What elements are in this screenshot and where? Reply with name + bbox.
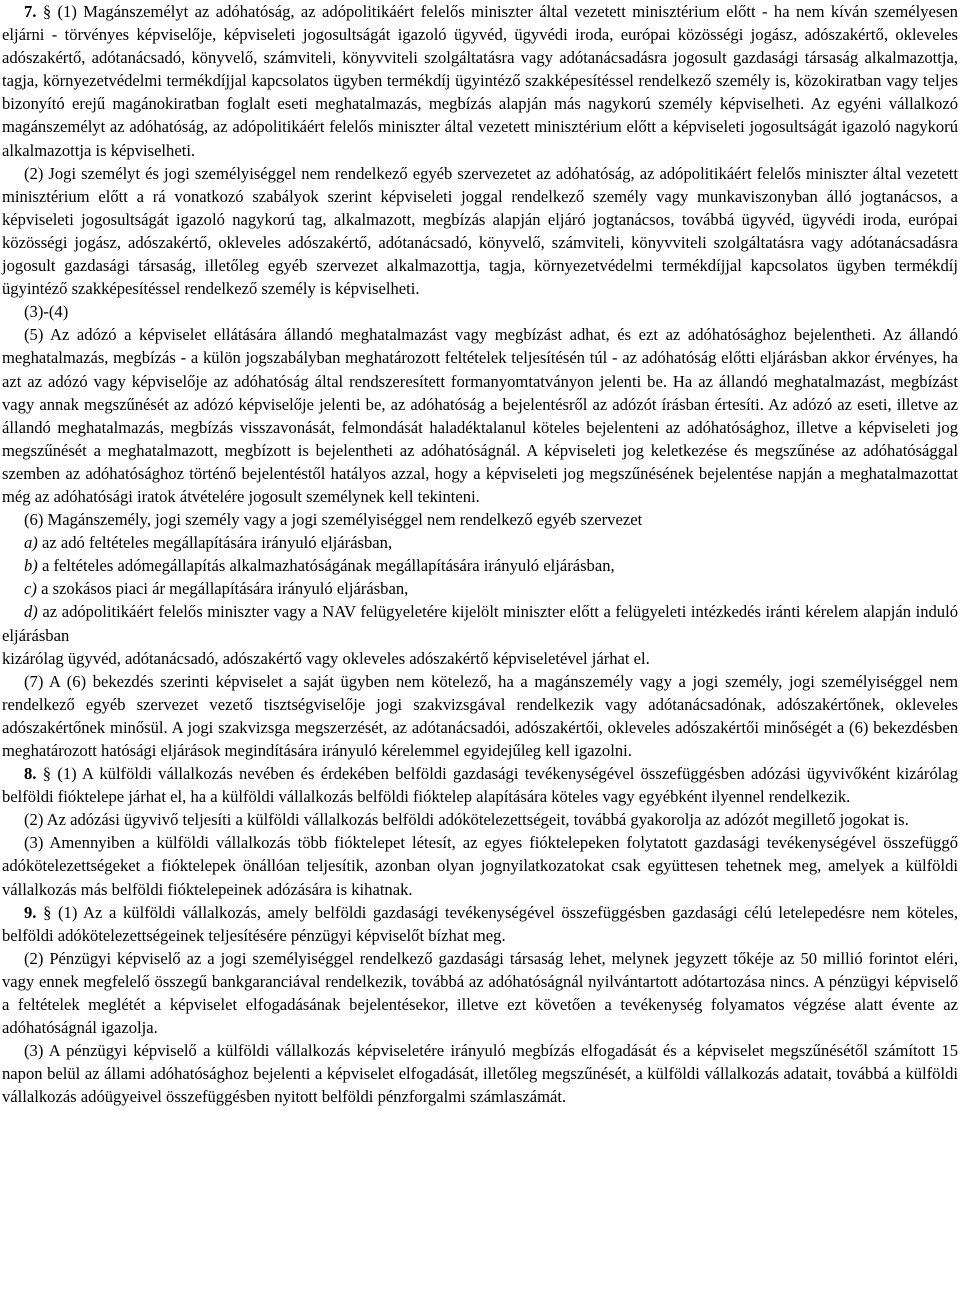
list-letter: b) [24, 556, 38, 576]
section-9-para-1 [2, 901, 958, 947]
article-number: 7. [24, 2, 37, 21]
list-letter: c) [24, 579, 37, 599]
paragraph-text: (1) Az a külföldi vállalkozás, amely belföldi gazdasági tevékenységével összefüggésben gazdasági célú letelepedésre nem köteles, belföldi adókötelezettségeinek teljesítésére pénzügyi képviselőt bízhat meg. [2, 902, 958, 945]
document-page [2, 0, 958, 1109]
section-7-para-3-4: (3)-(4) [24, 302, 69, 322]
section-8-para-1 [2, 762, 958, 808]
list-item-text: a feltételes adómegállapítás alkalmazhatóságának megállapítására irányuló eljárásban, [41, 556, 615, 576]
list-item-text: az adó feltételes megállapítására irányuló eljárásban, [41, 533, 393, 553]
section-7-para-1 [2, 0, 958, 162]
list-item-text: a szokásos piaci ár megállapítására irányuló eljárásban, [41, 579, 409, 599]
section-9-para-2: (2) Pénzügyi képviselő az a jogi személyiséggel rendelkező gazdasági társaság lehet, melynek jegyzett tőkéje az 50 millió forintot eléri, vagy ennek megfelelő összegű bankgaranciával rendelkezik, továbbá az adóhatóságnál nyilvántartott adótartozása nincs. A pénzügyi képviselő a feltételek meglétét a képviselet elfogadásának bejelentésekor, illetve ezt követően a tevékenység folyamatos végzése alatt évente az adóhatóságnál igazolja. [2, 948, 958, 1038]
paragraph-text: (1) A külföldi vállalkozás nevében és érdekében belföldi gazdasági tevékenységével összefüggésben adózási ügyvivőként kizárólag belföldi fióktelepe járhat el, ha a külföldi vállalkozás belföldi fióktelep alapítására köteles vagy egyébként ilyennel rendelkezik. [2, 764, 959, 807]
section-symbol: § [43, 902, 52, 922]
section-symbol: § [42, 2, 52, 21]
article-number: 8. [24, 764, 37, 784]
section-9-para-3: (3) A pénzügyi képviselő a külföldi vállalkozás képviseletére irányuló megbízás elfogadását és a képviselet megszűnésétől számított 15 napon belül az állami adóhatósághoz bejelenti a képviselet elfogadását, illetőleg megszűnését, a külföldi vállalkozás adatait, továbbá a külföldi vállalkozás adóügyeivel összefüggésben nyitott belföldi pénzforgalmi számlaszámát. [2, 1041, 958, 1107]
section-7-para-7: (7) A (6) bekezdés szerinti képviselet a saját ügyben nem kötelező, ha a magánszemély vagy a jogi személy, jogi személyiséggel nem rendelkező egyéb szervezet vezető tisztségviselője jogi szakvizsgával rendelkezik vagy adótanácsadónak, adószakértőnek, okleveles adószakértőnek minősül. A jogi szakvizsga megszerzését, az adótanácsadói, adószakértői, okleveles adószakértői minőségét a (6) bekezdésben meghatározott hatósági eljárások megindítására irányuló kérelemmel egyidejűleg kell igazolni. [2, 671, 958, 760]
list-item-a [2, 531, 958, 554]
section-8-para-2: (2) Az adózási ügyvivő teljesíti a külföldi vállalkozás belföldi adókötelezettségeit, továbbá gyakorolja az adózót megillető jogokat is. [24, 810, 909, 830]
section-7-para-6-closing: kizárólag ügyvéd, adótanácsadó, adószakértő vagy okleveles adószakértő képviseletével járhat el. [2, 648, 650, 668]
section-7-para-5: (5) Az adózó a képviselet ellátására állandó meghatalmazást vagy megbízást adhat, és ezt az adóhatósághoz bejelentheti. Az állandó meghatalmazás, megbízás - a külön jogszabályban meghatározott feltételek teljesítésén túl - az adóhatóság előtti eljárásban akkor érvényes, ha azt az adózó vagy képviselője az adóhatóság által rendszeresített formanyomtatványon jelenti be. Ha az állandó meghatalmazást, megbízást vagy annak megszűnését az adózó képviselője jelenti be, az adóhatóság a bejelentésről az adózót írásban értesíti. Az adózó az eseti, illetve az állandó meghatalmazás, megbízás visszavonását, felmondását haladéktalanul köteles bejelenteni az adóhatósághoz, illetve a képviseleti jog megszűnését a meghatalmazott, megbízott is bejelentheti az adóhatóságnál. A képviseleti jog keletkezése és megszűnése az adóhatósággal szemben az adóhatósághoz történő bejelentéstől hatályos azzal, hogy a képviseleti jog megszűnésének bejelentése napján a meghatalmazottat még az adóhatósági iratok átvételére jogosult személynek kell tekinteni. [2, 325, 958, 506]
list-letter: d) [24, 602, 38, 622]
list-letter: a) [24, 533, 38, 553]
list-item-d [2, 600, 958, 646]
section-symbol: § [42, 764, 52, 784]
paragraph-text: (1) Magánszemélyt az adóhatóság, az adópolitikáért felelős miniszter által vezetett minisztérium előtt - ha nem kíván személyesen eljárni - törvényes képviselője, képviseleti jogosultságát igazoló ügyvéd, ügyvédi iroda, európai közösségi jogász, adószakértő, okleveles adószakértő, adótanácsadó, könyvelő, számviteli, könyvviteli szolgáltatásra vagy adótanácsadásra jogosult gazdasági társaság alkalmazottja, tagja, környezetvédelmi termékdíjjal kapcsolatos ügyben termékdíj ügyintéző szakképesítéssel rendelkező személy is, közokiratban vagy teljes bizonyító erejű magánokiratban foglalt eseti meghatalmazás, megbízás alapján más nagykorú személy képviselheti. Az egyéni vállalkozó magánszemélyt az adóhatóság, az adópolitikáért felelős miniszter által vezetett minisztérium előtt a képviseleti jogosultságát igazoló nagykorú alkalmazottja is képviselheti. [2, 2, 958, 160]
list-item-b [2, 554, 958, 577]
section-7-para-2: (2) Jogi személyt és jogi személyiséggel nem rendelkező egyéb szervezetet az adóhatóság, az adópolitikáért felelős miniszter által vezetett minisztérium előtt a rá vonatkozó szabályok szerint képviseleti joggal rendelkező személy vagy munkaviszonyban álló jogtanácsos, a képviseleti jogosultságát igazoló nagykorú tag, alkalmazott, megbízás alapján eljáró jogtanácsos, továbbá ügyvéd, ügyvédi iroda, európai közösségi jogász, adószakértő, okleveles adószakértő, adótanácsadó, könyvelő, számviteli, könyvviteli szolgáltatásra vagy adótanácsadásra jogosult gazdasági társaság, illetőleg egyéb szervezet alkalmazottja, tagja, környezetvédelmi termékdíjjal kapcsolatos ügyben termékdíj ügyintéző szakképesítéssel rendelkező személy is képviselheti. [2, 163, 958, 299]
section-7-para-6: (6) Magánszemély, jogi személy vagy a jogi személyiséggel nem rendelkező egyéb szervezet [24, 510, 643, 530]
article-number: 9. [24, 902, 37, 922]
list-item-text: az adópolitikáért felelős miniszter vagy a NAV felügyeletére kijelölt miniszter előtt a felügyeleti intézkedés iránti kérelem alapján induló eljárásban [2, 602, 958, 645]
section-8-para-3: (3) Amennyiben a külföldi vállalkozás több fióktelepet létesít, az egyes fióktelepeken folytatott gazdasági tevékenységével összefüggő adókötelezettségeket a fióktelepek önállóan teljesítik, azonban olyan jognyilatkozatokat csak együttesen tehetnek meg, amelyek a külföldi vállalkozás más belföldi fióktelepeinek adózására is kihatnak. [2, 833, 958, 899]
list-item-c [2, 577, 958, 600]
